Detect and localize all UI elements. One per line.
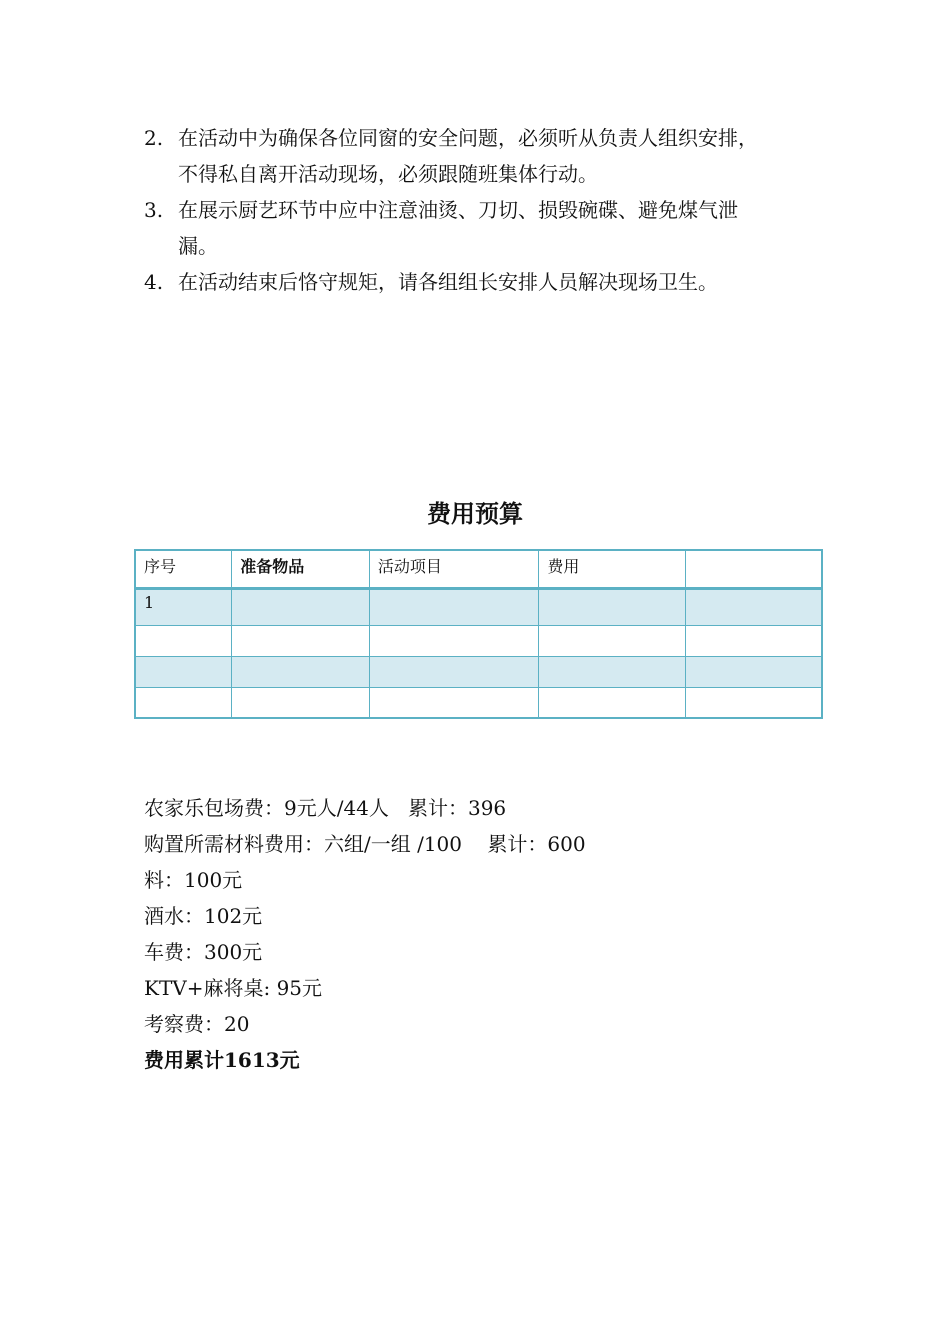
- header-cell-index: 序号: [135, 550, 232, 588]
- list-line: 不得私自离开活动现场，必须跟随班集体行动。: [178, 162, 598, 186]
- cost-line-drinks: 酒水：102元: [144, 904, 263, 928]
- numbered-list: [144, 120, 834, 300]
- table-row: [135, 625, 822, 656]
- table-cell: [539, 687, 686, 718]
- cost-line-venue: 农家乐包场费：9元人/44人 累计：396: [144, 796, 507, 820]
- table-cell: [685, 625, 822, 656]
- list-line: 在活动结束后恪守规矩，请各组组长安排人员解决现场卫生。: [178, 270, 718, 294]
- table-cell: [685, 656, 822, 687]
- list-line: 在展示厨艺环节中应中注意油烫、刀切、损毁碗碟、避免煤气泄: [178, 198, 738, 222]
- cost-total: 费用累计1613元: [144, 1048, 300, 1072]
- table-cell: [369, 588, 538, 625]
- table-cell: 1: [135, 588, 232, 625]
- list-number: 4.: [144, 270, 164, 294]
- table-cell: [539, 656, 686, 687]
- table-row: [135, 656, 822, 687]
- cost-line-transport: 车费：300元: [144, 940, 263, 964]
- table-cell: [135, 656, 232, 687]
- list-number: 3.: [144, 198, 164, 222]
- table-cell: [685, 687, 822, 718]
- table-header-row: [135, 550, 822, 588]
- table-row: [135, 588, 822, 625]
- header-cell-activity: 活动项目: [369, 550, 538, 588]
- budget-table: [134, 549, 823, 719]
- table-cell: [232, 687, 370, 718]
- list-line: 在活动中为确保各位同窗的安全问题，必须听从负责人组织安排，: [178, 126, 758, 150]
- header-cell-cost: 费用: [539, 550, 686, 588]
- list-item: [144, 120, 834, 192]
- header-cell-items: 准备物品: [232, 550, 370, 588]
- table-cell: [539, 588, 686, 625]
- table-cell: [135, 687, 232, 718]
- cost-line-materials: 购置所需材料费用：六组/一组 /100 累计：600: [144, 832, 586, 856]
- header-cell-empty: [685, 550, 822, 588]
- table-cell: [539, 625, 686, 656]
- table-cell: [685, 588, 822, 625]
- list-line: 漏。: [178, 234, 218, 258]
- table-cell: [135, 625, 232, 656]
- table-cell: [232, 625, 370, 656]
- budget-title: 费用预算: [427, 499, 523, 528]
- table-cell: [232, 588, 370, 625]
- cost-line-ingredients: 料：100元: [144, 868, 243, 892]
- table-cell: [369, 625, 538, 656]
- list-item: [144, 192, 834, 264]
- cost-line-ktv: KTV+麻将桌: 95元: [144, 976, 323, 1000]
- table-cell: [369, 656, 538, 687]
- table-cell: [232, 656, 370, 687]
- table-cell: [369, 687, 538, 718]
- table-row: [135, 687, 822, 718]
- list-item: [144, 264, 834, 300]
- list-number: 2.: [144, 126, 164, 150]
- cost-summary: [144, 790, 844, 1078]
- cost-line-survey: 考察费：20: [144, 1012, 250, 1036]
